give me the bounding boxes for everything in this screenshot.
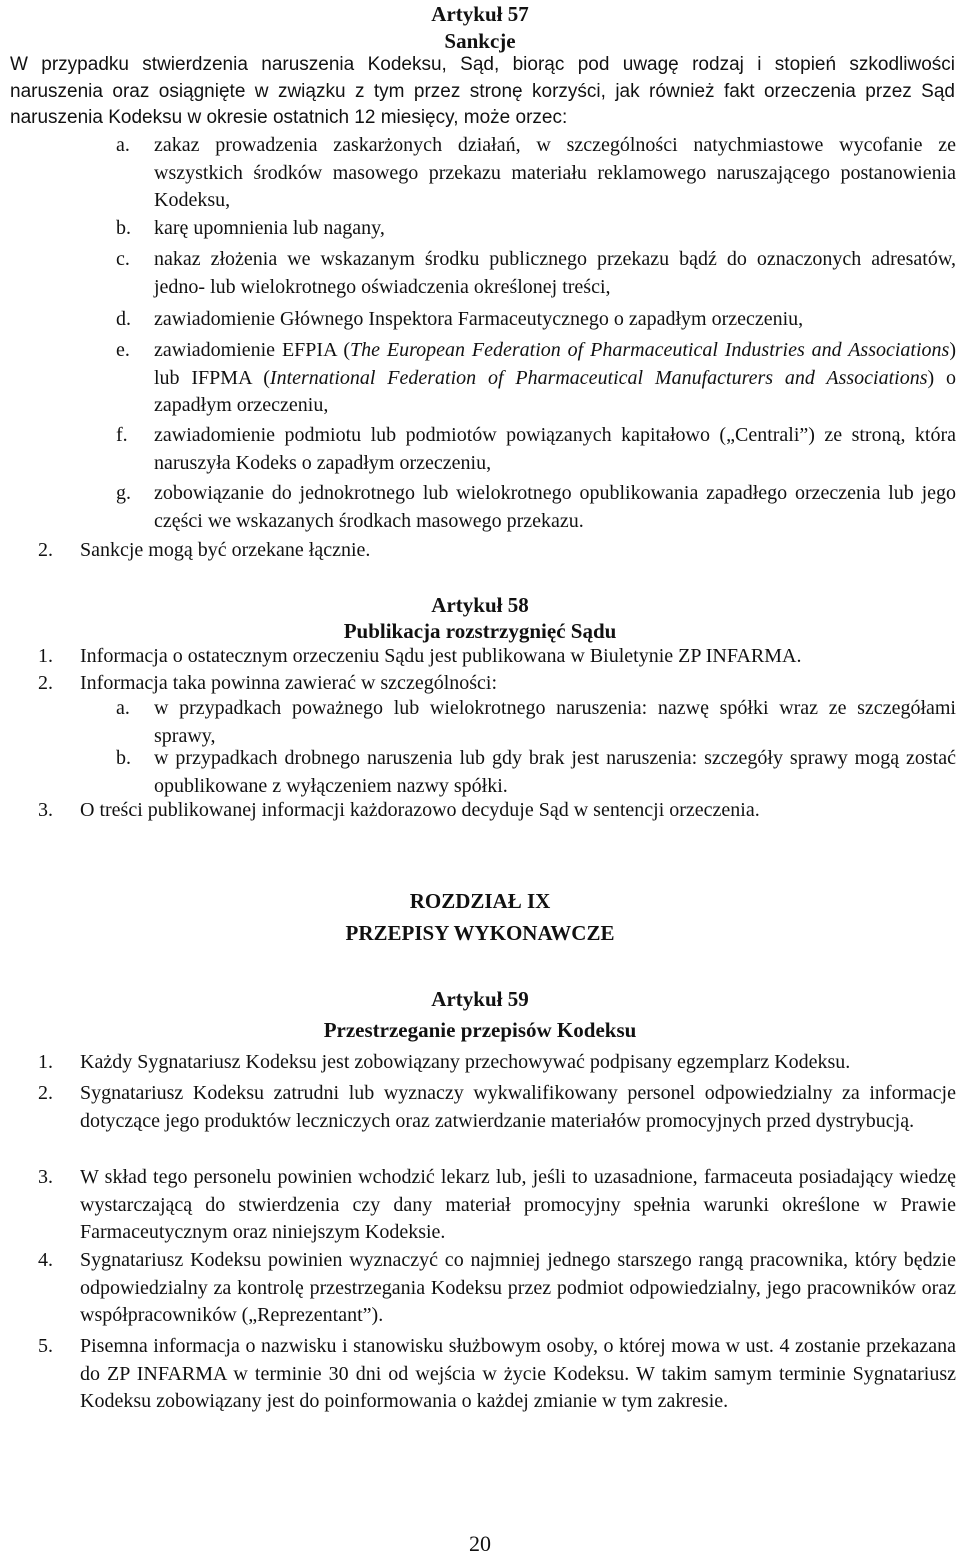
point-text: Informacja o ostatecznym orzeczeniu Sądu jest publikowana w Biuletynie ZP INFARMA.: [80, 645, 802, 667]
article-59-subtitle: Przestrzeganie przepisów Kodeksu: [323, 1018, 637, 1042]
point-marker: 5.: [38, 1335, 53, 1357]
numbered-point: [38, 537, 956, 565]
list-text: w przypadkach poważnego lub wielokrotnego naruszenia: nazwę spółki wraz ze szczegółami sprawy,: [154, 697, 956, 747]
list-marker: a.: [116, 697, 130, 719]
point-text: Sygnatariusz Kodeksu powinien wyznaczyć co najmniej jednego starszego rangą pracownika, który będzie odpowiedzialny za kontrolę przestrzegania Kodeksu przez podmiot odpowiedzialny, jego pracowników oraz współpracowników („Reprezentant”).: [80, 1249, 956, 1326]
page-number: 20: [469, 1531, 491, 1556]
article-59-title: Artykuł 59: [431, 987, 529, 1011]
article-57-title: Artykuł 57: [431, 2, 529, 26]
list-item: [116, 132, 956, 215]
list-item: [116, 337, 956, 420]
list-item: [116, 215, 956, 243]
numbered-point: [38, 1049, 956, 1077]
list-item: [116, 480, 956, 535]
list-text: zawiadomienie podmiotu lub podmiotów powiązanych kapitałowo („Centrali”) ze stroną, która naruszyła Kodeks o zapadłym orzeczeniu,: [154, 424, 956, 474]
list-text: nakaz złożenia we wskazanym środku publicznego przekazu bądź do oznaczonych adresatów, jedno- lub wielokrotnego oświadczenia określonej treści,: [154, 248, 956, 298]
list-marker: e.: [116, 339, 130, 361]
chapter-subtitle: PRZEPISY WYKONAWCZE: [345, 921, 615, 945]
list-marker: b.: [116, 217, 131, 239]
point-marker: 4.: [38, 1249, 53, 1271]
list-marker: b.: [116, 747, 131, 769]
numbered-point: [38, 670, 956, 698]
numbered-point: [38, 1164, 956, 1247]
list-marker: d.: [116, 308, 131, 330]
point-text: Informacja taka powinna zawierać w szczególności:: [80, 672, 498, 694]
point-marker: 2.: [38, 1082, 53, 1104]
list-text: zawiadomienie EFPIA (The European Federation of Pharmaceutical Industries and Associations) lub IFPMA (International Federation of Pharmaceutical Manufacturers and Associations) o zapadłym orzeczeniu,: [154, 339, 956, 416]
list-item: [116, 422, 956, 477]
point-text: Pisemna informacja o nazwisku i stanowisku służbowym osoby, o której mowa w ust. 4 zostanie przekazana do ZP INFARMA w terminie 30 dni od wejścia w życie Kodeksu. W takim samym terminie Sygnatariusz Kodeksu zobowiązany jest do poinformowania o każdej zmianie w tym zakresie.: [80, 1335, 956, 1412]
list-text: zakaz prowadzenia zaskarżonych działań, w szczególności natychmiastowe wycofanie ze wszystkich środków masowego przekazu materiału reklamowego naruszającego postanowienia Kodeksu,: [154, 134, 956, 211]
point-marker: 3.: [38, 799, 53, 821]
list-item: [116, 745, 956, 800]
numbered-point: [38, 643, 956, 671]
article-58-title: Artykuł 58: [431, 593, 529, 617]
list-item: [116, 695, 956, 750]
chapter-title: ROZDZIAŁ IX: [409, 889, 551, 913]
numbered-point: [38, 797, 956, 825]
list-marker: g.: [116, 482, 131, 504]
point-text: Sankcje mogą być orzekane łącznie.: [80, 539, 371, 561]
point-marker: 3.: [38, 1166, 53, 1188]
point-text: O treści publikowanej informacji każdorazowo decyduje Sąd w sentencji orzeczenia.: [80, 799, 760, 821]
numbered-point: [38, 1080, 956, 1135]
list-item: [116, 246, 956, 301]
list-marker: c.: [116, 248, 130, 270]
list-marker: f.: [116, 424, 128, 446]
list-text: zawiadomienie Głównego Inspektora Farmaceutycznego o zapadłym orzeczeniu,: [154, 308, 804, 330]
article-57-intro: W przypadku stwierdzenia naruszenia Kodeksu, Sąd, biorąc pod uwagę rodzaj i stopień szkodliwości naruszenia oraz osiągnięte w związku z tym przez stronę korzyści, jak również fakt orzeczenia przez Sąd naruszenia Kodeksu w okresie ostatnich 12 miesięcy, może orzec:: [10, 54, 955, 128]
list-item: [116, 306, 956, 334]
point-marker: 1.: [38, 1051, 53, 1073]
numbered-point: [38, 1333, 956, 1416]
article-57-subtitle: Sankcje: [444, 29, 516, 53]
point-marker: 1.: [38, 645, 53, 667]
list-text: karę upomnienia lub nagany,: [154, 217, 385, 239]
point-text: Każdy Sygnatariusz Kodeksu jest zobowiązany przechowywać podpisany egzemplarz Kodeksu.: [80, 1051, 851, 1073]
list-text: zobowiązanie do jednokrotnego lub wielokrotnego opublikowania zapadłego orzeczenia lub jego części we wskazanych środkach masowego przekazu.: [154, 482, 956, 532]
point-text: W skład tego personelu powinien wchodzić lekarz lub, jeśli to uzasadnione, farmaceuta posiadający wiedzę wystarczającą do stwierdzenia czy dany materiał promocyjny spełnia warunki określone w Prawie Farmaceutycznym oraz niniejszym Kodeksie.: [80, 1166, 956, 1243]
numbered-point: [38, 1247, 956, 1330]
point-marker: 2.: [38, 539, 53, 561]
point-marker: 2.: [38, 672, 53, 694]
article-58-subtitle: Publikacja rozstrzygnięć Sądu: [343, 619, 617, 643]
list-text: w przypadkach drobnego naruszenia lub gdy brak jest naruszenia: szczegóły sprawy mogą zostać opublikowane z wyłączeniem nazwy spółki.: [154, 747, 956, 797]
point-text: Sygnatariusz Kodeksu zatrudni lub wyznaczy wykwalifikowany personel odpowiedzialny za informacje dotyczące jego produktów leczniczych oraz zatwierdzanie materiałów promocyjnych przed dystrybucją.: [80, 1082, 956, 1132]
list-marker: a.: [116, 134, 130, 156]
